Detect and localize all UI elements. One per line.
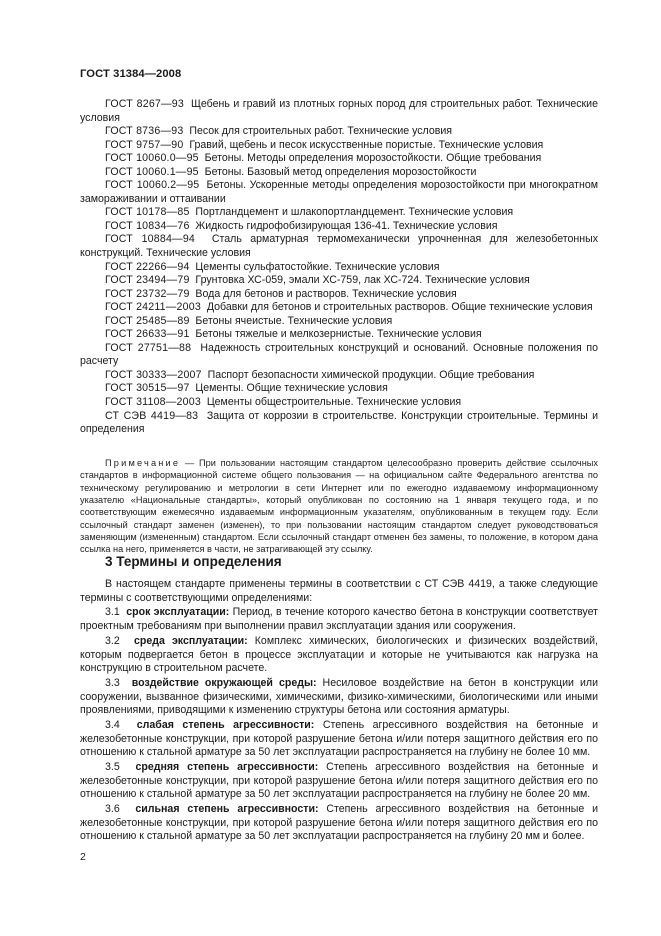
normative-references-list	[80, 98, 598, 437]
term-number: 3.5	[105, 761, 120, 774]
reference-code: ГОСТ 10060.2—95	[105, 179, 200, 192]
reference-title: Портландцемент и шлакопортландцемент. Технические условия	[195, 206, 514, 219]
page-number: 2	[80, 851, 86, 863]
term-definition	[80, 761, 598, 802]
term-definition	[80, 635, 598, 676]
reference-item	[80, 328, 598, 342]
reference-title: Грунтовка ХС-059, эмали ХС-759, лак ХС-724. Технические условия	[195, 274, 530, 287]
reference-title: Бетоны. Методы определения морозостойкости. Общие требования	[204, 152, 542, 165]
term-text: Комплекс химических, биологических и физических воздействий, которым подвергается бетон в процессе эксплуатации и которые не учитываются как нагрузка на конструкцию в строительном расчете.	[80, 634, 598, 675]
reference-code: ГОСТ 9757—90	[105, 138, 184, 151]
reference-code: ГОСТ 30333—2007	[105, 368, 202, 381]
term-name: средняя степень агрессивности:	[135, 761, 319, 774]
reference-code: ГОСТ 10060.1—95	[105, 165, 199, 178]
reference-title: Надежность строительных конструкций и оснований. Основные положения по расчету	[80, 341, 599, 368]
references-note	[80, 457, 598, 555]
reference-code: ГОСТ 24211—2003	[105, 301, 201, 314]
reference-item	[80, 382, 598, 396]
term-number: 3.3	[105, 677, 120, 689]
reference-title: Сталь арматурная термомеханически упрочненная для железобетонных конструкций. Технические условия	[80, 233, 599, 260]
term-number: 3.2	[105, 634, 120, 647]
reference-item	[80, 274, 598, 288]
reference-item	[80, 396, 598, 410]
reference-item	[80, 410, 598, 437]
reference-code: ГОСТ 30515—97	[105, 382, 190, 395]
reference-item	[80, 179, 598, 206]
note-label: Примечание	[105, 458, 181, 469]
section-heading: 3 Термины и определения	[105, 554, 282, 569]
reference-title: Бетоны тяжелые и мелкозернистые. Технические условия	[195, 328, 482, 341]
term-name: слабая степень агрессивности:	[136, 719, 315, 732]
term-name: воздействие окружающей среды:	[131, 677, 317, 689]
section-intro: В настоящем стандарте применены термины в соответствии с СТ СЭВ 4419, а также следующие термины с соответствующими определениями:	[80, 578, 598, 604]
term-number: 3.6	[105, 803, 120, 816]
reference-item	[80, 369, 598, 383]
reference-item	[80, 166, 598, 180]
reference-title: Бетоны. Базовый метод определения морозостойкости	[204, 165, 477, 178]
reference-code: ГОСТ 8736—93	[105, 125, 184, 138]
term-definition	[80, 677, 598, 718]
term-definition	[80, 606, 598, 633]
reference-title: Бетоны ячеистые. Технические условия	[195, 314, 393, 327]
reference-item	[80, 152, 598, 166]
reference-code: ГОСТ 23494—79	[105, 274, 190, 287]
reference-code: ГОСТ 8267—93	[105, 98, 184, 110]
reference-title: Защита от коррозии в строительстве. Конструкции строительные. Термины и определения	[80, 409, 598, 436]
reference-item	[80, 98, 598, 125]
term-name: сильная степень агрессивности:	[135, 803, 319, 816]
term-definition	[80, 803, 598, 844]
reference-code: ГОСТ 10884—94	[105, 233, 196, 246]
reference-title: Вода для бетонов и растворов. Технические условия	[195, 287, 457, 300]
reference-code: ГОСТ 10834—76	[105, 219, 190, 232]
reference-code: СТ СЭВ 4419—83	[105, 409, 199, 422]
term-text: Степень агрессивного воздействия на бетонные и железобетонные конструкции, при которой разрушение бетона и/или потеря защитного действия его по отношению к стальной арматуре за 50 лет эксплуатации распространяется на глубину не более 10 мм.	[80, 719, 598, 759]
term-number: 3.1	[105, 606, 120, 619]
reference-title: Жидкость гидрофобизирующая 136-41. Технические условия	[195, 219, 498, 232]
reference-code: ГОСТ 25485—89	[105, 314, 190, 327]
reference-title: Песок для строительных работ. Технические условия	[189, 125, 453, 138]
reference-code: ГОСТ 23732—79	[105, 287, 190, 300]
reference-code: ГОСТ 26633—91	[105, 328, 190, 341]
reference-title: Цементы. Общие технические условия	[195, 382, 388, 395]
reference-item	[80, 233, 598, 260]
document-header-id: ГОСТ 31384—2008	[80, 68, 182, 80]
term-definition	[80, 719, 598, 760]
term-number: 3.4	[105, 719, 120, 732]
term-text: Степень агрессивного воздействия на бетонные и железобетонные конструкции, при которой разрушение бетона и/или потеря защитного действия его по отношению к стальной арматуре за 50 лет эксплуатации распространяется на глубину 20 мм и более.	[80, 803, 598, 843]
reference-item	[80, 261, 598, 275]
reference-title: Добавки для бетонов и строительных растворов. Общие технические условия	[206, 301, 593, 314]
reference-item	[80, 139, 598, 153]
reference-code: ГОСТ 10178—85	[105, 206, 190, 219]
reference-title: Паспорт безопасности химической продукции. Общие требования	[207, 368, 535, 381]
reference-item	[80, 206, 598, 220]
reference-code: ГОСТ 10060.0—95	[105, 152, 199, 165]
reference-code: ГОСТ 31108—2003	[105, 396, 201, 409]
reference-item	[80, 288, 598, 302]
reference-item	[80, 301, 598, 315]
terms-section	[80, 578, 598, 845]
reference-item	[80, 125, 598, 139]
reference-code: ГОСТ 27751—88	[105, 341, 192, 354]
term-text: Степень агрессивного воздействия на бетонные и железобетонные конструкции, при которой разрушение бетона и/или потеря защитного действия его по отношению к стальной арматуре за 50 лет эксплуатации распространяется на глубину не более 20 мм.	[80, 761, 598, 801]
term-text: Период, в течение которого качество бетона в конструкции соответствует проектным требованиям при выполнении правил эксплуатации здания или сооружения.	[80, 606, 598, 633]
reference-item	[80, 342, 598, 369]
reference-title: Щебень и гравий из плотных горных пород для строительных работ. Технические условия	[80, 98, 598, 124]
reference-title: Цементы общестроительные. Технические условия	[206, 396, 462, 409]
reference-title: Бетоны. Ускоренные методы определения морозостойкости при многократном замораживании и оттаивании	[80, 179, 599, 205]
reference-title: Цементы сульфатостойкие. Технические условия	[195, 260, 440, 273]
term-text: Несиловое воздействие на бетон в конструкции или сооружении, вызванное физическими, химическими, физико-химическими, биологическими или иными проявлениями, приводящими к изменению структуры бетона или состояния арматуры.	[80, 677, 598, 717]
term-name: среда эксплуатации:	[133, 634, 248, 647]
reference-code: ГОСТ 22266—94	[105, 260, 190, 273]
reference-title: Гравий, щебень и песок искусственные пористые. Технические условия	[189, 138, 544, 151]
reference-item	[80, 220, 598, 234]
note-text: — При пользовании настоящим стандартом целесообразно проверить действие ссылочных стандартов в информационной системе общего пользования — на официальном сайте Федерального агентства по техническому регулированию и метрологии в сети Интернет или по ежегодно издаваемому информационному указателю «Национальные стандарты», который опубликован по состоянию на 1 января текущего года, и по соответствующим ежемесячно издаваемым информационным указателям, опубликованным в текущем году. Если ссылочный стандарт заменен (изменен), то при пользовании настоящим стандартом следует руководствоваться заменяющим (измененным) стандартом. Если ссылочный стандарт отменен без замены, то положение, в котором дана ссылка на него, применяется в части, не затрагивающей эту ссылку.	[80, 458, 598, 555]
term-name: срок эксплуатации:	[126, 606, 230, 619]
reference-item	[80, 315, 598, 329]
